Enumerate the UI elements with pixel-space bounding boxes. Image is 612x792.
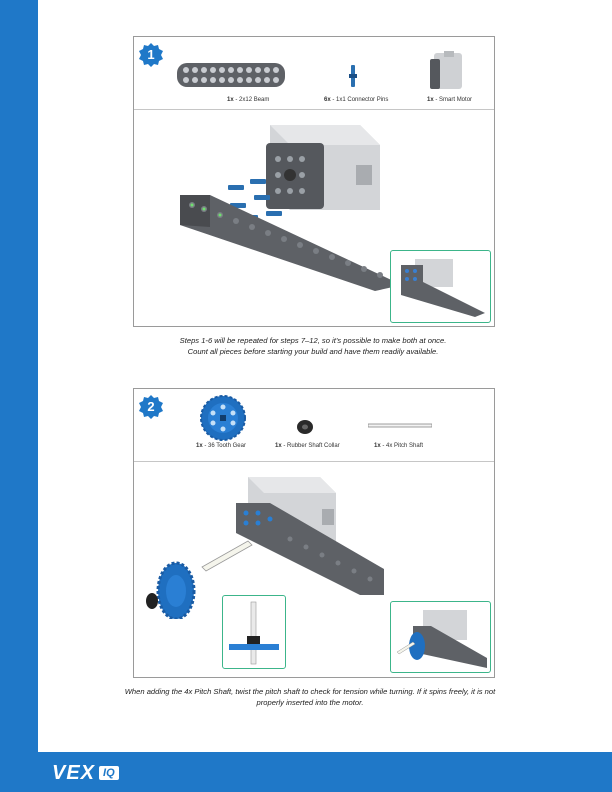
connector-pin-part [348,65,358,87]
step2-number: 2 [147,399,155,414]
step2-caption-line2: properly inserted into the motor. [256,698,364,707]
part-label-beam: 1x - 2x12 Beam [227,97,270,103]
smart-motor-part [430,51,464,91]
brand-badge: IQ [99,766,119,780]
part-label-pins: 6x - 1x1 Connector Pins [324,97,389,103]
part-label-motor: 1x - Smart Motor [427,97,473,103]
step1-badge [139,43,163,67]
step1-panel [133,36,495,327]
step1-inset [390,250,491,323]
beam-2x12-part [177,63,285,87]
brand-text: VEX [52,761,96,784]
part-label-gear: 1x - 36 Tooth Gear [196,443,246,449]
part-label-shaft: 1x - 4x Pitch Shaft [374,443,424,449]
step2-shaft-inset-illustration [223,596,285,668]
rubber-shaft-collar-part [296,419,314,435]
step2-badge [139,395,163,419]
step2-caption-line1: When adding the 4x Pitch Shaft, twist the pitch shaft to check for tension while turning. If it spins freely, it is not [124,687,496,696]
step1-inset-illustration [391,251,490,322]
pitch-shaft-part [368,423,432,429]
step2-inset [390,601,491,673]
step1-caption [120,335,506,357]
vex-iq-logo [52,762,119,784]
part-label-collar: 1x - Rubber Shaft Collar [275,443,340,449]
step1-assembly-illustration [170,115,410,295]
step1-caption-line2: Count all pieces before starting your build and have them readily available. [187,347,439,356]
step2-inset-illustration [391,602,490,672]
gear-36-tooth-part [200,395,246,441]
step2-shaft-inset [222,595,286,669]
step1-caption-line1: Steps 1-6 will be repeated for steps 7–12, so it’s possible to make both at once. [179,336,447,345]
side-bar [0,0,38,792]
parts-divider [134,109,494,110]
step2-panel [133,388,495,678]
parts-divider [134,461,494,462]
step1-number: 1 [147,47,155,62]
step2-caption [60,686,560,708]
